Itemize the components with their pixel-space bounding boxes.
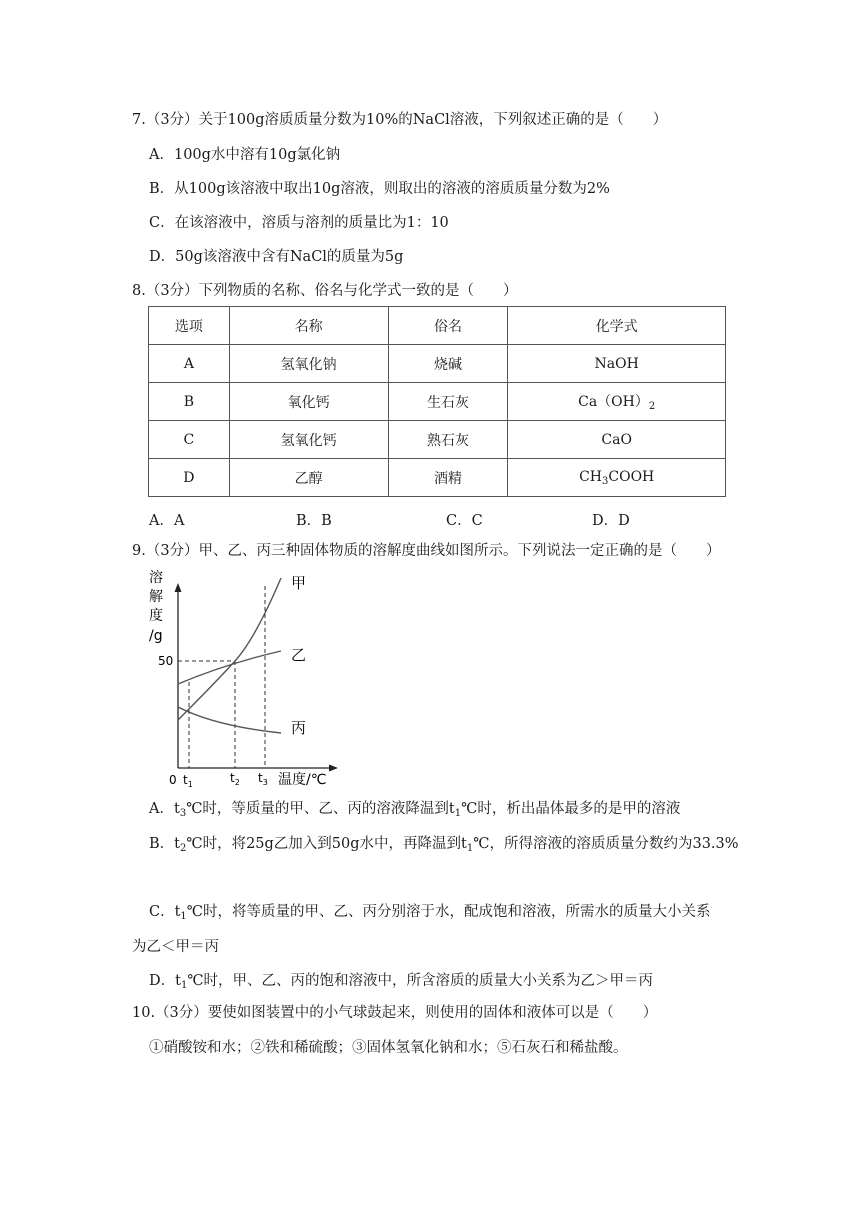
q8-answer-a: A．A bbox=[149, 513, 185, 529]
table-header-cell: 选项 bbox=[149, 307, 230, 345]
text: ℃时，将等质量的甲、乙、丙分别溶于水，配成饱和溶液，所需水的质量大小关系 bbox=[186, 904, 711, 920]
q7-option-d: D．50g该溶液中含有NaCl的质量为5g bbox=[149, 249, 404, 265]
solubility-curve-graph bbox=[145, 568, 345, 788]
x-tick-t2: $t_2$ bbox=[230, 771, 240, 787]
table-cell: 烧碱 bbox=[388, 345, 508, 383]
text: B．t bbox=[149, 836, 180, 852]
x-tick-t1: $t_1$ bbox=[183, 773, 193, 788]
formula-text: CH bbox=[579, 468, 602, 485]
text: ℃时，析出晶体最多的是甲的溶液 bbox=[461, 801, 681, 817]
table-row bbox=[149, 345, 726, 383]
table-cell bbox=[508, 459, 726, 497]
table-cell: 熟石灰 bbox=[388, 421, 508, 459]
table-cell: 氢氧化钙 bbox=[229, 421, 388, 459]
q8-answer-c: C．C bbox=[446, 513, 483, 529]
y-label-char: /g bbox=[149, 628, 163, 644]
q7-option-a: A．100g水中溶有10g氯化钠 bbox=[149, 147, 341, 163]
table-cell: CaO bbox=[508, 421, 726, 459]
table-cell: 乙醇 bbox=[229, 459, 388, 497]
q7-stem: 7.（3分）关于100g溶质质量分数为10%的NaCl溶液，下列叙述正确的是（ ） bbox=[132, 112, 668, 128]
subscript: 2 bbox=[179, 843, 187, 854]
q10-choices: ①硝酸铵和水；②铁和稀硫酸；③固体氢氧化钠和水；⑤石灰石和稀盐酸。 bbox=[149, 1040, 628, 1056]
curve-jia bbox=[178, 578, 281, 720]
q10-stem: 10.（3分）要使如图装置中的小气球鼓起来，则使用的固体和液体可以是（ ） bbox=[132, 1005, 658, 1021]
table-cell: D bbox=[149, 459, 230, 497]
table-header-cell: 名称 bbox=[229, 307, 388, 345]
q9-option-a bbox=[149, 799, 680, 824]
formula-subscript: 3 bbox=[602, 475, 609, 487]
text: A．t bbox=[149, 801, 180, 817]
table-cell: 生石灰 bbox=[388, 383, 508, 421]
table-cell: B bbox=[149, 383, 230, 421]
q9-option-c bbox=[149, 902, 711, 927]
label-jia: 甲 bbox=[291, 574, 307, 592]
origin-label: 0 bbox=[169, 773, 177, 787]
label-yi: 乙 bbox=[291, 646, 307, 664]
y-label-char: 溶 bbox=[149, 570, 163, 586]
table-header-row bbox=[149, 307, 726, 345]
q8-answer-d: D．D bbox=[592, 513, 630, 529]
formula-text: COOH bbox=[608, 468, 655, 485]
table-cell: 氢氧化钠 bbox=[229, 345, 388, 383]
text: ℃时，等质量的甲、乙、丙的溶液降温到t bbox=[186, 801, 455, 817]
q9-option-d bbox=[149, 971, 653, 996]
table-header-cell: 俗名 bbox=[388, 307, 508, 345]
subscript: 1 bbox=[180, 911, 187, 922]
q9-stem: 9.（3分）甲、乙、丙三种固体物质的溶解度曲线如图所示。下列说法一定正确的是（ ） bbox=[132, 543, 721, 559]
x-axis-label: 温度/℃ bbox=[278, 772, 327, 788]
y-label-char: 解 bbox=[149, 589, 163, 605]
label-bing: 丙 bbox=[291, 719, 307, 737]
table-row bbox=[149, 421, 726, 459]
y-tick-label: 50 bbox=[158, 654, 174, 668]
subscript: 3 bbox=[179, 808, 187, 819]
subscript: 1 bbox=[466, 843, 474, 854]
q7-option-c: C．在该溶液中，溶质与溶剂的质量比为1：10 bbox=[149, 215, 449, 231]
text: D．t bbox=[149, 973, 181, 989]
table-cell: C bbox=[149, 421, 230, 459]
q7-option-b: B．从100g该溶液中取出10g溶液，则取出的溶液的溶质质量分数为2% bbox=[149, 181, 610, 197]
subscript: 1 bbox=[180, 980, 188, 991]
table-cell: 酒精 bbox=[388, 459, 508, 497]
table-cell: A bbox=[149, 345, 230, 383]
text: ℃时，将25g乙加入到50g水中，再降温到t bbox=[186, 836, 467, 852]
text: ℃，所得溶液的溶质质量分数约为33.3% bbox=[473, 836, 739, 852]
x-axis-arrow bbox=[329, 765, 338, 772]
y-axis-arrow bbox=[175, 583, 182, 592]
curve-bing bbox=[178, 707, 281, 733]
table-row bbox=[149, 383, 726, 421]
q8-answer-b: B．B bbox=[296, 513, 332, 529]
table-cell: 氧化钙 bbox=[229, 383, 388, 421]
table-row bbox=[149, 459, 726, 497]
table-cell bbox=[508, 383, 726, 421]
q8-stem: 8.（3分）下列物质的名称、俗名与化学式一致的是（ ） bbox=[132, 283, 518, 299]
text: ℃时，甲、乙、丙的饱和溶液中，所含溶质的质量大小关系为乙＞甲＝丙 bbox=[187, 973, 654, 989]
q9-option-c-line2: 为乙＜甲＝丙 bbox=[132, 939, 219, 955]
subscript: 1 bbox=[454, 808, 462, 819]
table-header-cell: 化学式 bbox=[508, 307, 726, 345]
q9-option-b bbox=[149, 834, 739, 859]
formula-text: Ca（OH） bbox=[578, 394, 649, 410]
text: C．t bbox=[149, 904, 181, 920]
x-tick-t3: $t_3$ bbox=[258, 771, 268, 787]
formula-subscript: 2 bbox=[648, 401, 656, 412]
q8-table bbox=[148, 306, 726, 497]
y-label-char: 度 bbox=[149, 608, 163, 624]
table-cell: NaOH bbox=[508, 345, 726, 383]
